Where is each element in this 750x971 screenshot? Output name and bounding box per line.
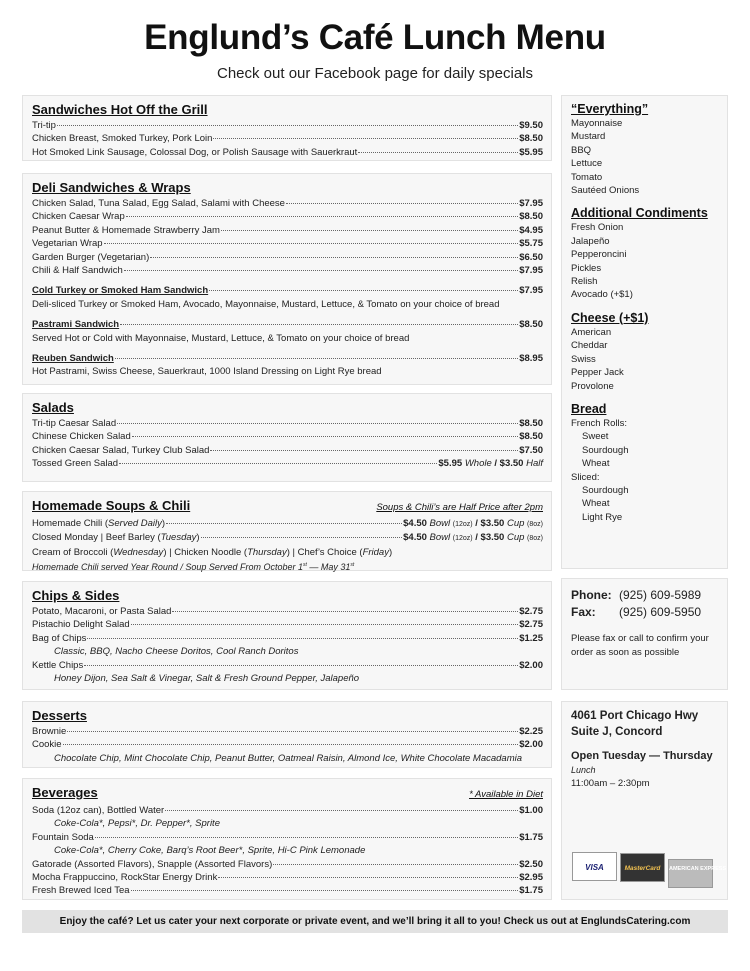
catering-banner: Enjoy the café? Let us cater your next corporate or private event, and we’ll bring it all to you! Check us out at EnglundsCatering.com <box>22 910 728 933</box>
list-item: Swiss <box>571 353 596 365</box>
list-item: Provolone <box>571 380 614 392</box>
dot-leader <box>63 744 519 745</box>
item-name: Tri-tip Caesar Salad <box>32 418 117 429</box>
list-item: Lettuce <box>571 158 603 170</box>
item-name: Mocha Frappuccino, RockStar Energy Drink <box>32 872 218 884</box>
section-deli <box>22 173 552 385</box>
phone-number[interactable]: (925) 609-5989 <box>619 588 702 602</box>
item-name: Garden Burger (Vegetarian) <box>32 251 150 263</box>
list-item: Jalapeño <box>571 235 610 247</box>
list-item: Cheddar <box>571 340 608 352</box>
item-name: Fountain Soda <box>32 831 94 843</box>
item-name: Closed Monday | Beef Barley (Tuesday) <box>32 532 200 544</box>
dot-leader <box>132 436 518 437</box>
dot-leader <box>172 611 518 612</box>
item-name: Reuben Sandwich <box>32 353 114 365</box>
section-salads <box>22 393 552 482</box>
hours: 11:00am – 2:30pm <box>571 778 650 789</box>
item-name: Pistachio Delight Salad <box>32 619 130 631</box>
sidebar-options <box>561 95 728 569</box>
item-name: Peanut Butter & Homemade Strawberry Jam <box>32 224 220 236</box>
list-item: Pepper Jack <box>571 367 624 379</box>
item-name: Potato, Macaroni, or Pasta Salad <box>32 606 172 617</box>
dot-leader <box>131 624 519 625</box>
menu-item <box>32 858 543 871</box>
payment-cards <box>572 852 727 888</box>
item-name: Chicken Caesar Wrap <box>32 211 125 223</box>
dot-leader <box>57 125 518 126</box>
item-name: Vegetarian Wrap <box>32 238 103 250</box>
item-price: $5.75 <box>519 238 543 250</box>
section-heading: Beverages * Available in Diet <box>32 784 543 803</box>
soup-schedule: Cream of Broccoli (Wednesday) | Chicken Noodle (Thursday) | Chef’s Choice (Friday) <box>32 546 393 558</box>
section-heading: Desserts <box>32 708 87 723</box>
dot-leader <box>120 324 518 325</box>
section-heading: Salads <box>32 400 74 415</box>
dot-leader <box>95 837 518 838</box>
item-price: $8.50 <box>519 211 543 223</box>
item-price: $1.75 <box>519 885 543 897</box>
dot-leader <box>117 423 518 424</box>
phone-line: Phone: (925) 609-5989 <box>571 588 702 602</box>
menu-item <box>32 119 543 132</box>
list-item: Sourdough <box>582 484 629 496</box>
menu-item <box>32 284 543 297</box>
item-price: $2.25 <box>519 726 543 737</box>
item-name: Tri-tip <box>32 120 56 131</box>
item-price: $4.50 Bowl (12oz) / $3.50 Cup (8oz) <box>403 518 543 529</box>
menu-item <box>32 804 543 817</box>
menu-item <box>32 517 543 531</box>
list-item: Sautéed Onions <box>571 185 640 197</box>
list-item: Sliced: <box>571 471 600 483</box>
item-price: $8.50 <box>519 431 543 443</box>
item-price: $2.75 <box>519 619 543 631</box>
item-name: Pastrami Sandwich <box>32 319 120 331</box>
item-name: Kettle Chips <box>32 659 84 671</box>
section-grill <box>22 95 552 161</box>
section-heading: Homemade Soups & Chili Soups & Chili’s are Half Price after 2pm <box>32 497 543 516</box>
dot-leader <box>87 638 518 639</box>
page-title: Englund’s Café Lunch Menu <box>144 18 606 57</box>
dot-leader <box>67 731 518 732</box>
list-item: Wheat <box>582 498 610 510</box>
soup-season-note: Homemade Chili served Year Round / Soup Served From October 1st — May 31st <box>32 562 355 573</box>
dot-leader <box>273 864 518 865</box>
item-price: $1.75 <box>519 831 543 843</box>
item-price: $2.50 <box>519 858 543 870</box>
menu-item <box>32 632 543 645</box>
location-box <box>561 701 728 900</box>
fax-line: Fax: (925) 609-5950 <box>571 605 702 619</box>
item-price: $5.95 <box>519 146 543 158</box>
item-options: Chocolate Chip, Mint Chocolate Chip, Peanut Butter, Oatmeal Raisin, Almond Ice, White Chocolate Macadamia <box>54 752 523 764</box>
dot-leader <box>218 877 518 878</box>
item-options: Coke-Cola*, Cherry Coke, Barq’s Root Beer*, Sprite, Hi-C Pink Lemonade <box>54 845 366 857</box>
item-price: $7.50 <box>519 444 543 456</box>
dot-leader <box>166 523 402 524</box>
item-price: $8.50 <box>519 418 543 429</box>
amex-logo: AMERICAN EXPRESS <box>668 859 713 888</box>
menu-item <box>32 224 543 237</box>
item-name: Fresh Brewed Iced Tea <box>32 885 130 897</box>
dot-leader <box>213 138 518 139</box>
item-name: Brownie <box>32 726 67 737</box>
item-name: Soda (12oz can), Bottled Water <box>32 805 165 816</box>
item-price: $8.50 <box>519 133 543 145</box>
item-price: $1.00 <box>519 805 543 816</box>
item-description: Hot Pastrami, Swiss Cheese, Sauerkraut, 1000 Island Dressing on Light Rye bread <box>32 366 382 378</box>
list-item: BBQ <box>571 144 592 156</box>
item-price: $4.50 Bowl (12oz) / $3.50 Cup (8oz) <box>403 532 543 544</box>
item-price: $2.75 <box>519 606 543 617</box>
hours-title: Open Tuesday — Thursday <box>571 750 713 762</box>
menu-item <box>32 318 543 331</box>
visa-logo: VISA <box>572 852 617 881</box>
item-price: $5.95 Whole / $3.50 Half <box>438 458 543 470</box>
list-item: Avocado (+$1) <box>571 289 633 301</box>
list-item: Sourdough <box>582 444 629 456</box>
menu-item <box>32 884 543 897</box>
item-name: Cookie <box>32 739 62 751</box>
dot-leader <box>201 537 403 538</box>
dot-leader <box>358 152 518 153</box>
contact-box <box>561 578 728 690</box>
item-price: $8.50 <box>519 319 543 331</box>
menu-item <box>32 417 543 430</box>
menu-item <box>32 430 543 443</box>
menu-item <box>32 831 543 844</box>
list-item: Pickles <box>571 262 602 274</box>
item-name: Homemade Chili (Served Daily) <box>32 518 166 529</box>
dot-leader <box>165 810 518 811</box>
list-item: American <box>571 326 612 338</box>
address-line-1: 4061 Port Chicago Hwy <box>571 710 699 722</box>
section-heading: Bread <box>571 401 607 416</box>
dot-leader <box>104 243 519 244</box>
list-item: Mayonnaise <box>571 118 623 129</box>
menu-item <box>32 738 543 751</box>
item-price: $2.00 <box>519 659 543 671</box>
menu-item <box>32 444 543 457</box>
section-heading: Deli Sandwiches & Wraps <box>32 180 191 195</box>
fax-number: (925) 609-5950 <box>619 605 702 619</box>
item-name: Chicken Caesar Salad, Turkey Club Salad <box>32 444 210 456</box>
item-price: $9.50 <box>519 120 543 131</box>
menu-item <box>32 352 543 365</box>
menu-item <box>32 871 543 884</box>
menu-item <box>32 725 543 738</box>
meal-label: Lunch <box>571 765 596 775</box>
item-price: $2.95 <box>519 872 543 884</box>
item-name: Chicken Breast, Smoked Turkey, Pork Loin <box>32 133 213 145</box>
item-name: Tossed Green Salad <box>32 458 119 470</box>
list-item: Fresh Onion <box>571 222 624 234</box>
menu-item <box>32 618 543 631</box>
list-item: Pepperoncini <box>571 249 627 261</box>
dot-leader <box>115 358 518 359</box>
mastercard-logo: MasterCard <box>620 853 665 882</box>
dot-leader <box>119 463 437 464</box>
dot-leader <box>124 270 518 271</box>
item-name: Chili & Half Sandwich <box>32 265 123 277</box>
menu-item <box>32 605 543 618</box>
dot-leader <box>84 665 518 666</box>
page-subtitle: Check out our Facebook page for daily specials <box>216 65 533 82</box>
item-options: Coke-Cola*, Pepsi*, Dr. Pepper*, Sprite <box>54 818 220 830</box>
section-heading: Chips & Sides <box>32 588 120 603</box>
item-name: Chinese Chicken Salad <box>32 431 131 443</box>
menu-item <box>32 659 543 672</box>
section-heading: “Everything” <box>571 102 649 116</box>
dot-leader <box>210 450 518 451</box>
section-note: Soups & Chili’s are Half Price after 2pm <box>376 502 543 513</box>
item-price: $7.95 <box>519 285 543 297</box>
section-heading: Additional Condiments <box>571 206 708 221</box>
list-item: Mustard <box>571 131 606 143</box>
menu-item <box>32 251 543 264</box>
item-price: $1.25 <box>519 632 543 644</box>
dot-leader <box>286 203 518 204</box>
menu-item <box>32 237 543 250</box>
menu-item <box>32 264 543 277</box>
menu-item <box>32 457 543 470</box>
list-item: Relish <box>571 276 598 288</box>
item-name: Hot Smoked Link Sausage, Colossal Dog, or Polish Sausage with Sauerkraut <box>32 146 358 158</box>
dot-leader <box>131 890 519 891</box>
item-description: Deli-sliced Turkey or Smoked Ham, Avocado, Mayonnaise, Mustard, Lettuce, & Tomato on your choice of bread <box>32 298 500 310</box>
menu-item <box>32 146 543 159</box>
list-item: Tomato <box>571 171 603 183</box>
section-desserts <box>22 701 552 768</box>
item-price: $6.50 <box>519 251 543 263</box>
dot-leader <box>126 216 518 217</box>
item-name: Gatorade (Assorted Flavors), Snapple (Assorted Flavors) <box>32 858 273 870</box>
list-item: Light Rye <box>582 511 623 523</box>
dot-leader <box>221 230 518 231</box>
section-note: * Available in Diet <box>469 789 543 800</box>
section-beverages <box>22 778 552 900</box>
item-price: $7.95 <box>519 265 543 277</box>
menu-item <box>32 531 543 545</box>
item-name: Bag of Chips <box>32 632 87 644</box>
order-note: Please fax or call to confirm your order as soon as possible <box>571 633 709 658</box>
section-heading: Cheese (+$1) <box>571 310 649 325</box>
item-name: Chicken Salad, Tuna Salad, Egg Salad, Salami with Cheese <box>32 198 285 209</box>
item-price: $8.95 <box>519 353 543 365</box>
item-options: Honey Dijon, Sea Salt & Vinegar, Salt & Fresh Ground Pepper, Jalapeño <box>54 673 360 685</box>
list-item: Sweet <box>582 431 609 443</box>
item-description: Served Hot or Cold with Mayonnaise, Mustard, Lettuce, & Tomato on your choice of bread <box>32 332 410 344</box>
list-item: Wheat <box>582 458 610 470</box>
item-price: $2.00 <box>519 739 543 751</box>
item-price: $7.95 <box>519 198 543 209</box>
dot-leader <box>150 257 518 258</box>
menu-item <box>32 197 543 210</box>
list-item: French Rolls: <box>571 417 627 429</box>
menu-item <box>32 210 543 223</box>
address-line-2: Suite J, Concord <box>571 726 663 738</box>
item-options: Classic, BBQ, Nacho Cheese Doritos, Cool Ranch Doritos <box>54 646 299 658</box>
section-soups <box>22 491 552 571</box>
dot-leader <box>209 290 518 291</box>
item-price: $4.95 <box>519 224 543 236</box>
menu-item <box>32 132 543 145</box>
section-heading: Sandwiches Hot Off the Grill <box>32 102 208 117</box>
item-name: Cold Turkey or Smoked Ham Sandwich <box>32 285 209 297</box>
section-chips <box>22 581 552 690</box>
